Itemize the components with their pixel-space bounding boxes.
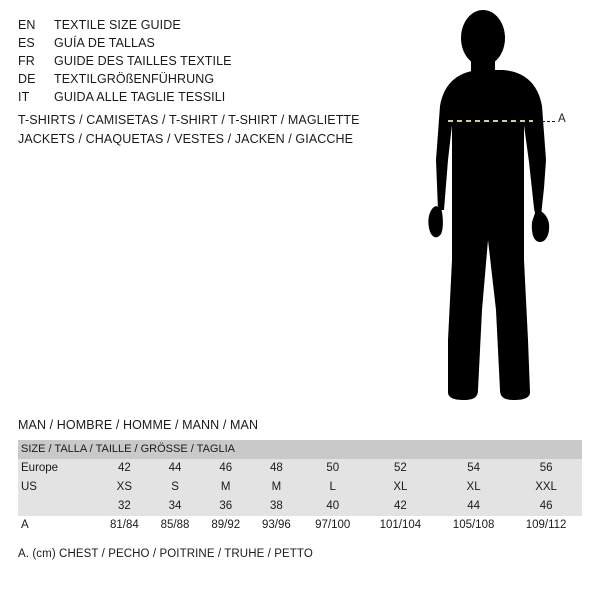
table-row — [18, 497, 582, 516]
table-cell: 38 — [251, 497, 302, 516]
language-row — [18, 88, 378, 106]
garment-category-block — [18, 111, 418, 149]
table-cell: 42 — [364, 497, 437, 516]
language-row — [18, 52, 378, 70]
language-code: FR — [18, 54, 35, 68]
table-row — [18, 516, 582, 535]
table-cell: XS — [99, 478, 150, 497]
table-cell: 42 — [99, 459, 150, 478]
language-title: GUÍA DE TALLAS — [54, 36, 155, 50]
table-cell: 105/108 — [437, 516, 510, 535]
row-label — [18, 497, 99, 516]
table-cell: 109/112 — [510, 516, 582, 535]
table-cell: 44 — [437, 497, 510, 516]
language-title: GUIDA ALLE TAGLIE TESSILI — [54, 90, 226, 104]
language-title-block — [18, 16, 378, 106]
table-cell: 40 — [302, 497, 364, 516]
language-row — [18, 34, 378, 52]
category-jackets: JACKETS / CHAQUETAS / VESTES / JACKEN / GIACCHE — [18, 132, 354, 146]
language-row — [18, 70, 378, 88]
table-header-label: SIZE / TALLA / TAILLE / GRÖSSE / TAGLIA — [18, 440, 582, 459]
table-cell: 46 — [510, 497, 582, 516]
table-cell: 54 — [437, 459, 510, 478]
table-cell: M — [251, 478, 302, 497]
table-cell: 48 — [251, 459, 302, 478]
table-cell: XL — [364, 478, 437, 497]
category-tshirts: T-SHIRTS / CAMISETAS / T-SHIRT / T-SHIRT / MAGLIETTE — [18, 113, 360, 127]
table-cell: 50 — [302, 459, 364, 478]
table-cell: 56 — [510, 459, 582, 478]
row-label: A — [18, 516, 99, 535]
table-row — [18, 459, 582, 478]
table-cell: 81/84 — [99, 516, 150, 535]
language-row — [18, 16, 378, 34]
table-cell: 97/100 — [302, 516, 364, 535]
table-cell: 89/92 — [200, 516, 251, 535]
table-cell: 52 — [364, 459, 437, 478]
table-cell: 85/88 — [150, 516, 201, 535]
table-cell: XL — [437, 478, 510, 497]
language-code: DE — [18, 72, 36, 86]
table-cell: XXL — [510, 478, 582, 497]
table-group-title: MAN / HOMBRE / HOMME / MANN / MAN — [18, 418, 259, 432]
language-title: TEXTILE SIZE GUIDE — [54, 18, 181, 32]
language-code: ES — [18, 36, 35, 50]
size-table — [18, 440, 582, 535]
table-cell: 44 — [150, 459, 201, 478]
language-code: IT — [18, 90, 30, 104]
silhouette-icon — [408, 10, 593, 405]
table-header-row — [18, 440, 582, 459]
male-silhouette-figure — [408, 10, 593, 405]
table-cell: 34 — [150, 497, 201, 516]
language-title: GUIDE DES TAILLES TEXTILE — [54, 54, 232, 68]
row-label: Europe — [18, 459, 99, 478]
table-cell: 93/96 — [251, 516, 302, 535]
table-cell: 101/104 — [364, 516, 437, 535]
table-cell: 46 — [200, 459, 251, 478]
row-label: US — [18, 478, 99, 497]
table-row — [18, 478, 582, 497]
table-cell: 36 — [200, 497, 251, 516]
measure-label-a: A — [558, 113, 566, 125]
table-footnote: A. (cm) CHEST / PECHO / POITRINE / TRUHE / PETTO — [18, 548, 313, 560]
table-cell: 32 — [99, 497, 150, 516]
table-cell: L — [302, 478, 364, 497]
language-code: EN — [18, 18, 36, 32]
table-cell: S — [150, 478, 201, 497]
table-cell: M — [200, 478, 251, 497]
language-title: TEXTILGRÖßENFÜHRUNG — [54, 72, 215, 86]
measure-leader-line — [542, 121, 555, 122]
